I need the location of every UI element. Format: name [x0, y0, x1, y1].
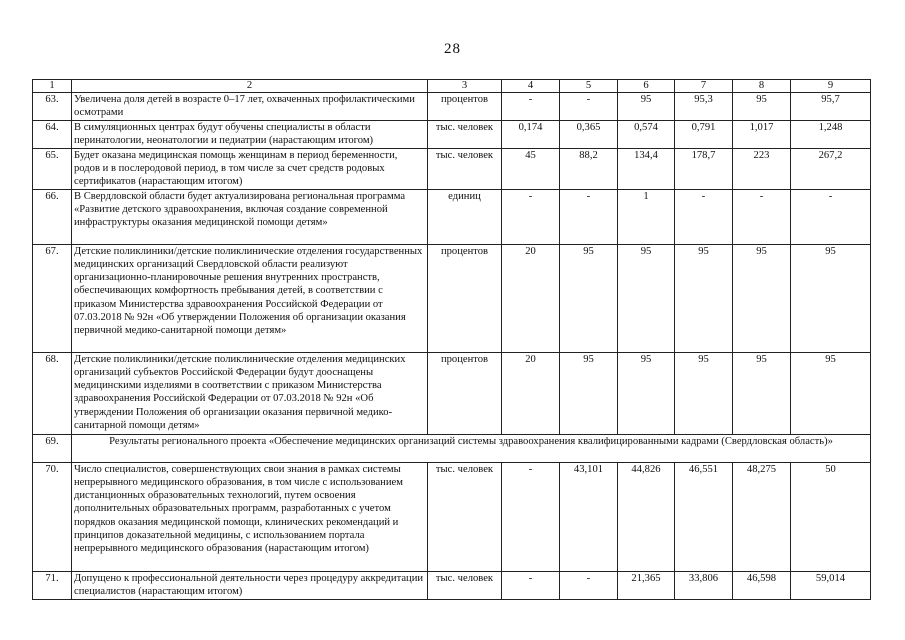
- value-cell: 95: [618, 93, 675, 121]
- value-cell: 95: [560, 352, 618, 434]
- value-cell: -: [791, 189, 871, 244]
- value-cell: 21,365: [618, 571, 675, 599]
- row-unit: процентов: [428, 93, 502, 121]
- row-number: 66.: [33, 189, 72, 244]
- indicators-table: [32, 79, 871, 600]
- row-unit: тыс. человек: [428, 571, 502, 599]
- value-cell: 0,574: [618, 121, 675, 149]
- header-cell: 4: [502, 80, 560, 93]
- header-cell: 7: [675, 80, 733, 93]
- value-cell: 1: [618, 189, 675, 244]
- value-cell: -: [502, 189, 560, 244]
- row-number: 71.: [33, 571, 72, 599]
- header-cell: 3: [428, 80, 502, 93]
- value-cell: 44,826: [618, 462, 675, 571]
- value-cell: 46,598: [733, 571, 791, 599]
- row-unit: единиц: [428, 189, 502, 244]
- row-number: 68.: [33, 352, 72, 434]
- header-cell: 1: [33, 80, 72, 93]
- table-row: [33, 244, 871, 352]
- row-number: 70.: [33, 462, 72, 571]
- value-cell: 46,551: [675, 462, 733, 571]
- row-unit: тыс. человек: [428, 148, 502, 189]
- header-cell: 2: [72, 80, 428, 93]
- table-row: [33, 571, 871, 599]
- row-number: 63.: [33, 93, 72, 121]
- value-cell: 95: [733, 93, 791, 121]
- row-description: Будет оказана медицинская помощь женщинам в период беременности, родов и в послеродовой период, в том числе за счет средств родовых сертификатов (нарастающим итогом): [72, 148, 428, 189]
- value-cell: 43,101: [560, 462, 618, 571]
- value-cell: 95: [675, 244, 733, 352]
- value-cell: 0,791: [675, 121, 733, 149]
- value-cell: -: [502, 571, 560, 599]
- row-unit: процентов: [428, 352, 502, 434]
- row-description: Детские поликлиники/детские поликлинические отделения государственных медицинских организаций Свердловской области реализуют организационно-планировочные решения внутренних пространств, обеспечивающих комфортность пребывания детей, в соответствии с приказом Министерства здравоохранения Российской Федерации от 07.03.2018 № 92н «Об утверждении Положения об организации оказания первичной медико-санитарной помощи детям»: [72, 244, 428, 352]
- table-row: [33, 352, 871, 434]
- row-description: В симуляционных центрах будут обучены специалисты в области перинатологии, неонатологии и педиатрии (нарастающим итогом): [72, 121, 428, 149]
- row-unit: тыс. человек: [428, 462, 502, 571]
- value-cell: 95,3: [675, 93, 733, 121]
- value-cell: 0,365: [560, 121, 618, 149]
- value-cell: 223: [733, 148, 791, 189]
- row-description: Увеличена доля детей в возрасте 0–17 лет, охваченных профилактическими осмотрами: [72, 93, 428, 121]
- value-cell: 95: [618, 352, 675, 434]
- value-cell: -: [560, 189, 618, 244]
- value-cell: 45: [502, 148, 560, 189]
- value-cell: 95: [733, 244, 791, 352]
- header-cell: 8: [733, 80, 791, 93]
- row-number: 64.: [33, 121, 72, 149]
- row-description: Допущено к профессиональной деятельности через процедуру аккредитации специалистов (нарастающим итогом): [72, 571, 428, 599]
- value-cell: 48,275: [733, 462, 791, 571]
- row-unit: процентов: [428, 244, 502, 352]
- value-cell: 95: [675, 352, 733, 434]
- row-number: 69.: [33, 434, 72, 462]
- table-row: [33, 121, 871, 149]
- value-cell: -: [675, 189, 733, 244]
- value-cell: 95,7: [791, 93, 871, 121]
- table-header-row: [33, 80, 871, 93]
- value-cell: 95: [618, 244, 675, 352]
- table-row: [33, 189, 871, 244]
- value-cell: 50: [791, 462, 871, 571]
- value-cell: 1,248: [791, 121, 871, 149]
- value-cell: 95: [791, 352, 871, 434]
- header-cell: 9: [791, 80, 871, 93]
- row-description: Число специалистов, совершенствующих свои знания в рамках системы непрерывного медицинского образования, в том числе с использованием дистанционных образовательных технологий, путем освоения дополнительных образовательных программ, разработанных с учетом порядков оказания медицинской помощи, клинических рекомендаций и принципов доказательной медицины, с использованием портала непрерывного медицинского образования (нарастающим итогом): [72, 462, 428, 571]
- page-number: 28: [444, 41, 461, 57]
- table-row: [33, 93, 871, 121]
- table-row: [33, 462, 871, 571]
- value-cell: 95: [791, 244, 871, 352]
- table-row: [33, 148, 871, 189]
- header-cell: 5: [560, 80, 618, 93]
- value-cell: -: [502, 462, 560, 571]
- value-cell: 1,017: [733, 121, 791, 149]
- value-cell: -: [502, 93, 560, 121]
- value-cell: 59,014: [791, 571, 871, 599]
- header-cell: 6: [618, 80, 675, 93]
- value-cell: 20: [502, 352, 560, 434]
- value-cell: 33,806: [675, 571, 733, 599]
- value-cell: -: [733, 189, 791, 244]
- value-cell: 88,2: [560, 148, 618, 189]
- value-cell: 267,2: [791, 148, 871, 189]
- value-cell: -: [560, 571, 618, 599]
- section-row: [33, 434, 871, 462]
- value-cell: 20: [502, 244, 560, 352]
- section-heading: Результаты регионального проекта «Обеспечение медицинских организаций системы здравоохранения квалифицированными кадрами (Свердловская область)»: [72, 434, 871, 462]
- value-cell: 95: [733, 352, 791, 434]
- row-number: 67.: [33, 244, 72, 352]
- row-description: Детские поликлиники/детские поликлинические отделения медицинских организаций субъектов Российской Федерации будут дооснащены медицинскими изделиями в соответствии с приказом Министерства здравоохранения Российской Федерации от 07.03.2018 № 92н «Об утверждении Положения об организации оказания первичной медико-санитарной помощи детям»: [72, 352, 428, 434]
- row-number: 65.: [33, 148, 72, 189]
- value-cell: -: [560, 93, 618, 121]
- row-unit: тыс. человек: [428, 121, 502, 149]
- value-cell: 178,7: [675, 148, 733, 189]
- value-cell: 134,4: [618, 148, 675, 189]
- row-description: В Свердловской области будет актуализирована региональная программа «Развитие детского здравоохранения, включая создание современной инфраструктуры оказания медицинской помощи детям»: [72, 189, 428, 244]
- value-cell: 95: [560, 244, 618, 352]
- value-cell: 0,174: [502, 121, 560, 149]
